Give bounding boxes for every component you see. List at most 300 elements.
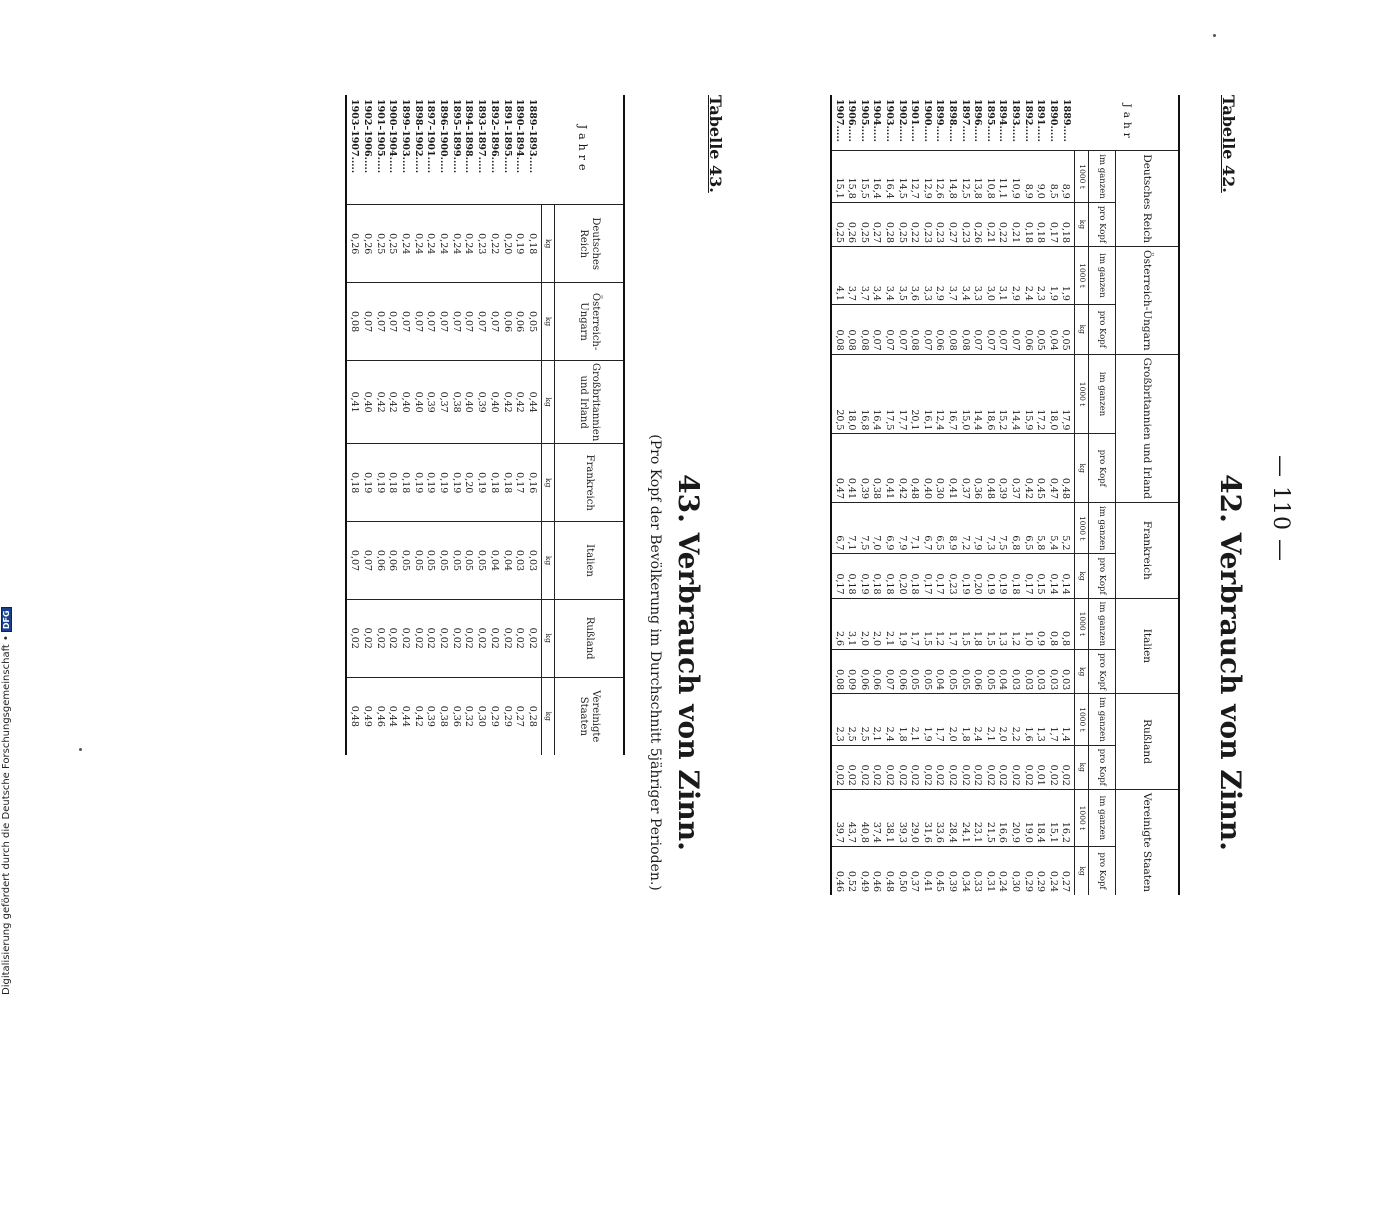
value-cell: 3,7 [857,247,870,305]
year-cell: 1899..... [934,99,946,142]
period-cell: 1891–1895..... [501,99,513,174]
value-cell: 0,16 [525,444,541,522]
value-cell: 0,37 [436,361,449,444]
value-cell: 0,19 [958,554,971,598]
value-cell: 0,40 [360,361,373,444]
value-cell: 0,42 [500,361,513,444]
table-row [462,95,475,755]
value-cell: 0,8 [1046,598,1059,649]
table-row [958,95,971,895]
year-cell: 1907..... [831,95,845,151]
value-cell: 0,24 [449,205,462,283]
value-cell: 2,4 [1021,247,1034,305]
table43-country-header: Italien [555,522,625,600]
value-cell: 0,40 [411,361,424,444]
value-cell: 0,40 [462,361,475,444]
table-row [908,95,921,895]
value-cell: 16,6 [996,789,1009,846]
table43-subtitle: (Pro Kopf der Bevölkerung im Durchschnitt 5jähriger Perioden.) [647,434,663,891]
value-cell: 37,4 [870,789,883,846]
value-cell: 1,5 [920,598,933,649]
value-cell: 0,07 [386,283,399,361]
value-cell: 3,5 [895,247,908,305]
value-cell: 0,07 [346,522,360,600]
period-cell: 1901–1905..... [374,99,386,174]
year-cell: 1903..... [884,99,896,142]
value-cell: 0,07 [895,304,908,354]
value-cell: 7,3 [983,503,996,554]
table-row [971,95,984,895]
table43 [345,95,625,755]
value-cell: 0,29 [1021,846,1034,895]
value-cell: 0,08 [945,304,958,354]
value-cell: 1,8 [895,694,908,745]
value-cell: 0,23 [958,202,971,246]
value-cell: 0,19 [857,554,870,598]
value-cell: 0,46 [373,677,386,755]
table-row [945,95,958,895]
year-cell: 1893..... [1010,99,1022,142]
value-cell: 0,42 [411,677,424,755]
table43-country-header: Frankreich [555,444,625,522]
value-cell: 0,02 [513,599,526,677]
value-cell: 0,18 [1021,202,1034,246]
year-cell: 1892..... [1022,99,1034,142]
table42 [830,95,1180,895]
value-cell: 0,41 [883,434,896,503]
value-cell: 0,02 [398,599,411,677]
value-cell: 15,1 [1046,789,1059,846]
value-cell: 0,05 [525,283,541,361]
value-cell: 0,04 [996,650,1009,694]
value-cell: 0,02 [487,599,500,677]
value-cell: 0,26 [971,202,984,246]
table42-subheader-total: im ganzen [1089,789,1116,846]
value-cell: 0,19 [449,444,462,522]
table43-country-header: Österreich-Ungarn [555,283,625,361]
value-cell: 3,3 [971,247,984,305]
credit-text: Digitalisierung gefördert durch die Deutsche Forschungsgemeinschaft • [1,635,12,995]
table-row [845,95,858,895]
value-cell: 0,20 [971,554,984,598]
period-cell: 1892–1896..... [488,99,500,174]
table-row [996,95,1009,895]
value-cell: 6,5 [1021,503,1034,554]
value-cell: 0,37 [1008,434,1021,503]
value-cell: 7,9 [971,503,984,554]
value-cell: 2,0 [945,694,958,745]
value-cell: 15,1 [831,151,845,203]
value-cell: 16,4 [870,354,883,434]
value-cell: 12,6 [933,151,946,203]
value-cell: 2,5 [845,694,858,745]
value-cell: 0,03 [1046,650,1059,694]
value-cell: 0,05 [424,522,437,600]
value-cell: 0,25 [831,202,845,246]
value-cell: 0,02 [870,745,883,789]
table42-unit-total: 1000 t [1075,247,1089,305]
value-cell: 6,8 [1008,503,1021,554]
period-cell: 1890–1894..... [514,99,526,174]
value-cell: 0,37 [958,434,971,503]
value-cell: 0,39 [996,434,1009,503]
value-cell: 0,08 [831,650,845,694]
value-cell: 0,07 [870,304,883,354]
table42-unit-capita: kg [1075,846,1089,895]
value-cell: 8,9 [945,503,958,554]
dfg-logo: DFG [1,607,12,632]
value-cell: 0,39 [474,361,487,444]
value-cell: 6,7 [920,503,933,554]
value-cell: 1,4 [1059,694,1075,745]
period-cell: 1903–1907..... [346,95,360,205]
value-cell: 5,4 [1046,503,1059,554]
period-cell: 1897–1901..... [425,99,437,174]
value-cell: 0,47 [1046,434,1059,503]
value-cell: 23,1 [971,789,984,846]
value-cell: 0,24 [462,205,475,283]
table-row [1034,95,1047,895]
table42-subheader-capita: pro Kopf [1089,554,1116,598]
value-cell: 0,38 [436,677,449,755]
value-cell: 0,24 [424,205,437,283]
value-cell: 0,02 [424,599,437,677]
value-cell: 0,48 [983,434,996,503]
value-cell: 0,38 [870,434,883,503]
table42-subheader-total: im ganzen [1089,247,1116,305]
table-row [436,95,449,755]
year-cell: 1905..... [858,99,870,142]
value-cell: 0,17 [1021,554,1034,598]
credit-line [1,607,12,995]
period-cell: 1889–1893..... [527,99,539,174]
value-cell: 0,05 [1034,304,1047,354]
value-cell: 0,05 [1059,304,1075,354]
value-cell: 0,05 [436,522,449,600]
value-cell: 0,02 [346,599,360,677]
value-cell: 0,07 [424,283,437,361]
table42-unit-capita: kg [1075,434,1089,503]
value-cell: 0,17 [933,554,946,598]
value-cell: 3,4 [870,247,883,305]
value-cell: 12,4 [933,354,946,434]
value-cell: 16,7 [945,354,958,434]
table42-subheader-capita: pro Kopf [1089,304,1116,354]
value-cell: 0,24 [996,846,1009,895]
value-cell: 0,42 [373,361,386,444]
value-cell: 0,48 [908,434,921,503]
value-cell: 24,1 [958,789,971,846]
value-cell: 0,02 [883,745,896,789]
table-row [870,95,883,895]
value-cell: 0,24 [1046,846,1059,895]
year-cell: 1895..... [984,99,996,142]
value-cell: 0,07 [996,304,1009,354]
value-cell: 0,06 [857,650,870,694]
value-cell: 0,25 [895,202,908,246]
year-cell: 1889..... [1060,99,1072,142]
value-cell: 0,19 [373,444,386,522]
value-cell: 1,9 [920,694,933,745]
value-cell: 0,02 [462,599,475,677]
value-cell: 0,45 [933,846,946,895]
value-cell: 2,1 [983,694,996,745]
value-cell: 0,08 [346,283,360,361]
value-cell: 0,07 [373,283,386,361]
value-cell: 2,2 [1008,694,1021,745]
value-cell: 0,46 [870,846,883,895]
table43-country-header: Rußland [555,599,625,677]
value-cell: 14,8 [945,151,958,203]
value-cell: 7,0 [870,503,883,554]
value-cell: 0,17 [1046,202,1059,246]
value-cell: 0,44 [398,677,411,755]
year-cell: 1898..... [947,99,959,142]
value-cell: 29,0 [908,789,921,846]
table43-country-header: Großbritannien und Irland [555,361,625,444]
value-cell: 0,40 [920,434,933,503]
value-cell: 11,1 [996,151,1009,203]
value-cell: 0,08 [908,304,921,354]
value-cell: 0,03 [1059,650,1075,694]
value-cell: 0,39 [424,677,437,755]
value-cell: 0,19 [996,554,1009,598]
value-cell: 0,28 [525,677,541,755]
value-cell: 1,2 [933,598,946,649]
value-cell: 0,42 [895,434,908,503]
value-cell: 0,02 [1046,745,1059,789]
value-cell: 2,5 [857,694,870,745]
value-cell: 10,8 [983,151,996,203]
year-cell: 1901..... [909,99,921,142]
value-cell: 0,29 [1034,846,1047,895]
value-cell: 0,05 [474,522,487,600]
value-cell: 0,06 [500,283,513,361]
value-cell: 0,09 [845,650,858,694]
value-cell: 1,0 [1021,598,1034,649]
value-cell: 6,9 [883,503,896,554]
value-cell: 1,7 [908,598,921,649]
value-cell: 0,36 [449,677,462,755]
value-cell: 1,5 [983,598,996,649]
value-cell: 16,1 [920,354,933,434]
value-cell: 0,07 [449,283,462,361]
value-cell: 0,15 [1034,554,1047,598]
value-cell: 0,02 [1008,745,1021,789]
value-cell: 0,02 [857,745,870,789]
value-cell: 0,02 [983,745,996,789]
value-cell: 18,0 [1046,354,1059,434]
table42-unit-row [1075,95,1089,895]
value-cell: 9,0 [1034,151,1047,203]
value-cell: 0,49 [360,677,373,755]
value-cell: 0,21 [983,202,996,246]
value-cell: 0,26 [360,205,373,283]
value-cell: 0,04 [487,522,500,600]
value-cell: 0,27 [513,677,526,755]
value-cell: 1,2 [1008,598,1021,649]
value-cell: 0,26 [845,202,858,246]
scan-speck [79,748,82,751]
value-cell: 8,5 [1046,151,1059,203]
value-cell: 0,06 [373,522,386,600]
value-cell: 0,20 [462,444,475,522]
value-cell: 10,9 [1008,151,1021,203]
value-cell: 1,3 [1034,694,1047,745]
table42-unit-total: 1000 t [1075,151,1089,203]
value-cell: 0,07 [436,283,449,361]
table-row [831,95,845,895]
value-cell: 0,02 [1021,745,1034,789]
table42-country-header: Frankreich [1116,503,1180,599]
value-cell: 17,9 [1059,354,1075,434]
table-row [983,95,996,895]
table-row [474,95,487,755]
year-cell: 1902..... [896,99,908,142]
value-cell: 0,08 [958,304,971,354]
table42-subheader-capita: pro Kopf [1089,650,1116,694]
value-cell: 0,06 [386,522,399,600]
table42-country-header: Deutsches Reich [1116,151,1180,247]
table43-unit: kg [542,205,555,283]
table42-country-header: Österreich-Ungarn [1116,247,1180,355]
value-cell: 40,8 [857,789,870,846]
value-cell: 14,4 [1008,354,1021,434]
table-row [487,95,500,755]
year-cell: 1891..... [1035,99,1047,142]
table42-unit-total: 1000 t [1075,694,1089,745]
value-cell: 0,24 [398,205,411,283]
value-cell: 1,9 [1046,247,1059,305]
value-cell: 2,3 [1034,247,1047,305]
value-cell: 3,4 [883,247,896,305]
period-cell: 1895–1899..... [450,99,462,174]
value-cell: 0,32 [462,677,475,755]
value-cell: 7,9 [895,503,908,554]
page-number: — 110 — [1268,455,1293,562]
value-cell: 0,06 [971,650,984,694]
value-cell: 0,20 [500,205,513,283]
table-row [895,95,908,895]
value-cell: 0,19 [983,554,996,598]
table-row [883,95,896,895]
year-cell: 1890..... [1047,99,1059,142]
table43-country-header: Vereinigte Staaten [555,677,625,755]
value-cell: 0,19 [474,444,487,522]
value-cell: 0,07 [398,283,411,361]
table-row [373,95,386,755]
table42-country-header: Italien [1116,598,1180,694]
year-cell: 1894..... [997,99,1009,142]
value-cell: 0,07 [360,283,373,361]
value-cell: 0,07 [462,283,475,361]
value-cell: 17,5 [883,354,896,434]
value-cell: 1,7 [933,694,946,745]
value-cell: 0,25 [857,202,870,246]
value-cell: 0,27 [945,202,958,246]
value-cell: 0,18 [525,205,541,283]
value-cell: 1,6 [1021,694,1034,745]
table-row [525,95,541,755]
table42-subheader-total: im ganzen [1089,694,1116,745]
value-cell: 0,50 [895,846,908,895]
value-cell: 8,9 [1059,151,1075,203]
value-cell: 0,14 [1046,554,1059,598]
value-cell: 19,0 [1021,789,1034,846]
value-cell: 15,2 [996,354,1009,434]
value-cell: 0,02 [436,599,449,677]
value-cell: 39,7 [831,789,845,846]
table42-unit-total: 1000 t [1075,598,1089,649]
table42-subheader-total: im ganzen [1089,354,1116,434]
table-row [424,95,437,755]
period-cell: 1896–1900..... [438,99,450,174]
value-cell: 0,48 [1059,434,1075,503]
value-cell: 0,07 [411,283,424,361]
value-cell: 0,03 [1034,650,1047,694]
value-cell: 3,1 [845,598,858,649]
period-cell: 1902–1906..... [361,99,373,174]
value-cell: 0,18 [845,554,858,598]
value-cell: 3,6 [908,247,921,305]
value-cell: 0,18 [386,444,399,522]
value-cell: 0,20 [895,554,908,598]
table43-body [346,95,541,755]
table42-subheader-total: im ganzen [1089,598,1116,649]
value-cell: 0,02 [971,745,984,789]
table-row [449,95,462,755]
value-cell: 17,2 [1034,354,1047,434]
table42-unit-total: 1000 t [1075,354,1089,434]
value-cell: 0,52 [845,846,858,895]
value-cell: 0,18 [487,444,500,522]
value-cell: 0,9 [1034,598,1047,649]
value-cell: 0,05 [983,650,996,694]
value-cell: 0,05 [449,522,462,600]
value-cell: 18,4 [1034,789,1047,846]
period-cell: 1893–1897..... [476,99,488,174]
table-row [500,95,513,755]
table42-subheader-capita: pro Kopf [1089,434,1116,503]
value-cell: 6,5 [933,503,946,554]
value-cell: 0,26 [346,205,360,283]
table42-subheader-row [1089,95,1116,895]
value-cell: 0,04 [500,522,513,600]
value-cell: 0,18 [1008,554,1021,598]
table-row [1059,95,1075,895]
value-cell: 0,24 [436,205,449,283]
table42-subheader-capita: pro Kopf [1089,846,1116,895]
value-cell: 0,07 [360,522,373,600]
value-cell: 0,36 [971,434,984,503]
value-cell: 0,08 [845,304,858,354]
value-cell: 0,02 [920,745,933,789]
table-row [933,95,946,895]
value-cell: 0,07 [883,650,896,694]
value-cell: 0,39 [945,846,958,895]
value-cell: 0,07 [920,304,933,354]
value-cell: 2,0 [870,598,883,649]
table43-country-header-row [555,95,625,755]
value-cell: 0,05 [945,650,958,694]
value-cell: 18,0 [845,354,858,434]
table-row [411,95,424,755]
value-cell: 0,02 [933,745,946,789]
value-cell: 0,02 [373,599,386,677]
value-cell: 0,17 [831,554,845,598]
value-cell: 20,9 [1008,789,1021,846]
table-row [1021,95,1034,895]
